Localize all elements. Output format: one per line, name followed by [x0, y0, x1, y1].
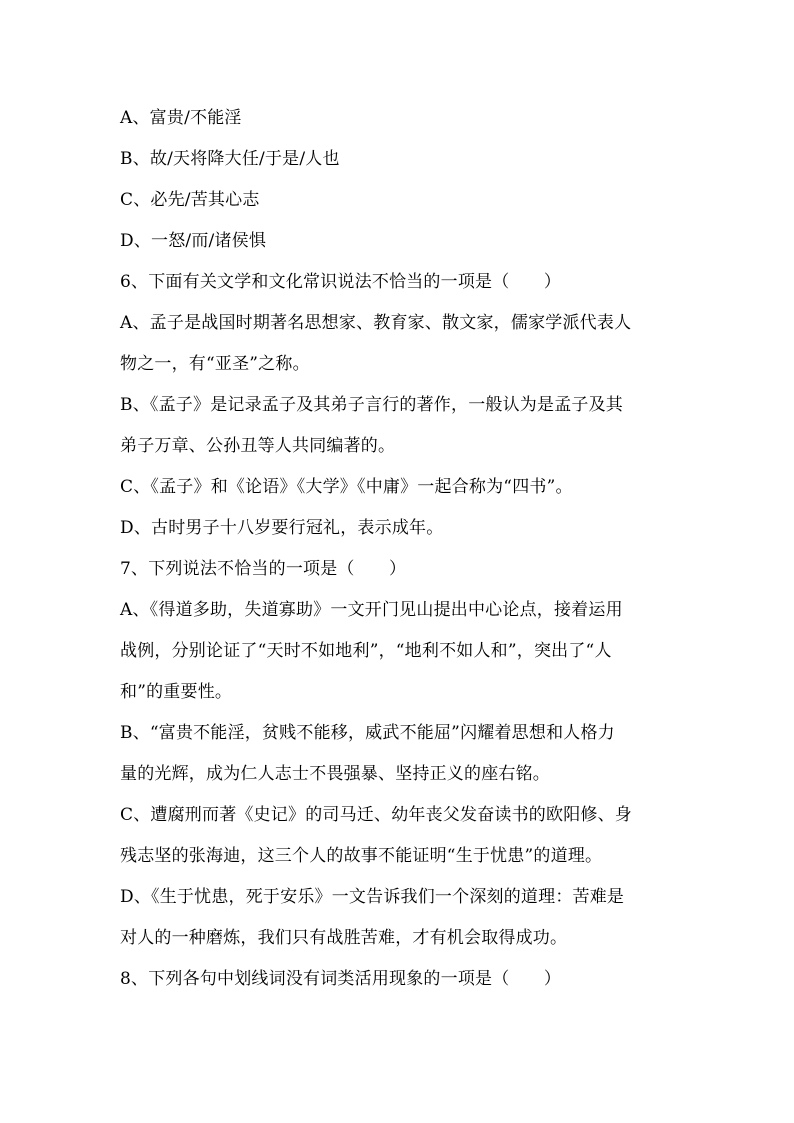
q5-option-d: D、一怒/而/诸侯惧: [120, 231, 267, 251]
q6-option-b-line1: B、《孟子》是记录孟子及其弟子言行的著作，一般认为是孟子及其: [120, 395, 623, 415]
q6-option-b-line2: 弟子万章、公孙丑等人共同编著的。: [120, 436, 396, 456]
q6-stem: 6、下面有关文学和文化常识说法不恰当的一项是（ ）: [120, 272, 562, 292]
q5-option-b: B、故/天将降大任/于是/人也: [120, 149, 340, 169]
q5-option-c: C、必先/苦其心志: [120, 190, 260, 210]
page-content: [120, 98, 680, 1000]
q5-option-a: A、富贵/不能淫: [120, 108, 242, 128]
q8-stem: 8、下列各句中划线词没有词类活用现象的一项是（ ）: [120, 969, 562, 989]
q7-stem: 7、下列说法不恰当的一项是（ ）: [120, 559, 407, 579]
q7-option-c-line1: C、遭腐刑而著《史记》的司马迁、幼年丧父发奋读书的欧阳修、身: [120, 805, 633, 825]
q7-option-b-line2: 量的光辉，成为仁人志士不畏强暴、坚持正义的座右铭。: [120, 764, 550, 784]
q7-option-d-line2: 对人的一种磨炼，我们只有战胜苦难，才有机会取得成功。: [120, 928, 568, 948]
q7-option-a-line1: A、《得道多助，失道寡助》一文开门见山提出中心论点，接着运用: [120, 600, 623, 620]
q6-option-a-line2: 物之一，有“亚圣”之称。: [120, 354, 310, 374]
q6-option-c: C、《孟子》和《论语》《大学》《中庸》一起合称为“四书”。: [120, 477, 573, 497]
q7-option-a-line2: 战例，分别论证了“天时不如地利”，“地利不如人和”，突出了“人: [120, 641, 612, 661]
q6-option-d: D、古时男子十八岁要行冠礼，表示成年。: [120, 518, 444, 538]
q7-option-c-line2: 残志坚的张海迪，这三个人的故事不能证明“生于忧患”的道理。: [120, 846, 603, 866]
q7-option-a-line3: 和”的重要性。: [120, 682, 233, 702]
q7-option-d-line1: D、《生于忧患，死于安乐》一文告诉我们一个深刻的道理：苦难是: [120, 887, 625, 907]
q6-option-a-line1: A、孟子是战国时期著名思想家、教育家、散文家，儒家学派代表人: [120, 313, 632, 333]
q7-option-b-line1: B、“富贵不能淫，贫贱不能移，威武不能屈”闪耀着思想和人格力: [120, 723, 615, 743]
